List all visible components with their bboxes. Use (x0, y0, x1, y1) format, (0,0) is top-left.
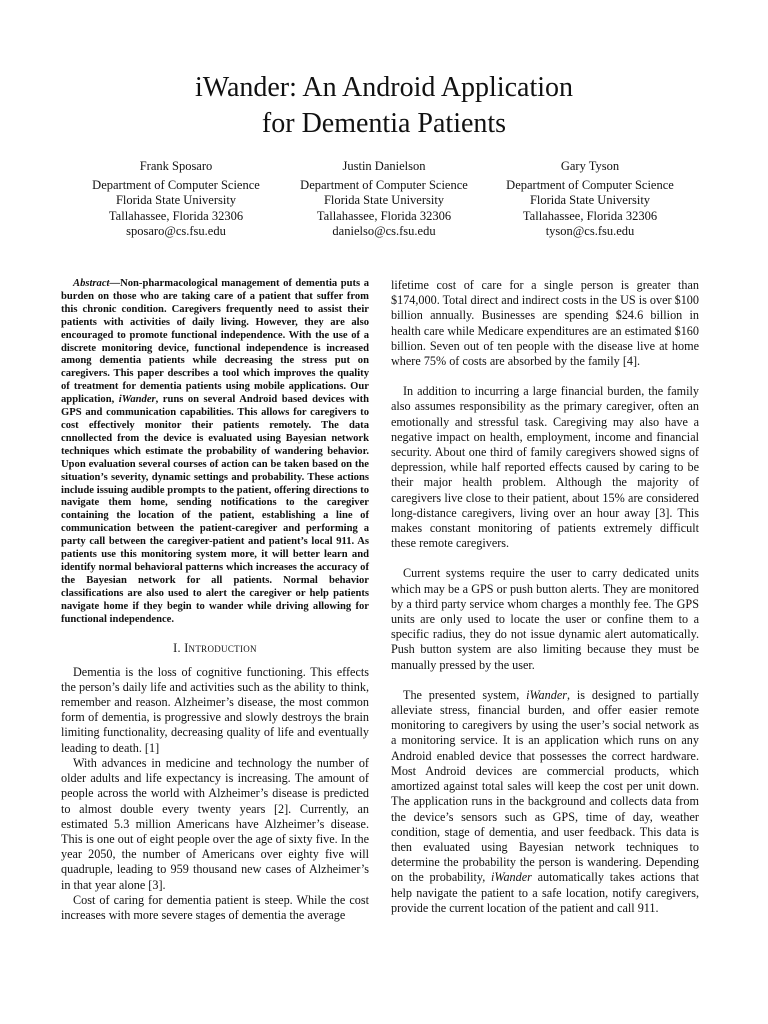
author-city: Tallahassee, Florida 32306 (316, 208, 452, 223)
body-paragraph (391, 688, 699, 916)
author-3 (475, 159, 705, 240)
left-column (61, 278, 369, 923)
para-text-1: The presented system, (403, 687, 527, 702)
author-univ: Florida State University (115, 193, 237, 207)
para-text-2: , is designed to partially alleviate stress, financial burden, and offer easier remote monitoring to caregivers by using the user’s social network as a monitoring service. It is an application which runs on any Android enabled device that possesses the correct hardware. Most Android devices are commercial products, which amortized against total sales will keep the cost per unit down. The application runs in the background and collects data from the device’s sensors such as GPS, time of day, weather condition, stage of dementia, and user feedback. This data is then evaluated using Bayesian network techniques to determine the probability the person is wandering. Depending on the probability, (391, 687, 700, 885)
body-paragraph: lifetime cost of care for a single person is greater than $174,000. Total direct and indirect costs in the US is over $100 billion annually. Businesses are spending $24.6 billion in health care while Medicare expenditures are an estimated $160 billion. Seven out of ten people with the disease live at home where 75% of costs are absorbed by the family [4]. (391, 278, 699, 369)
paper-title (0, 70, 768, 142)
section-title: Introduction (184, 641, 257, 656)
abstract-text-2: , runs on several Android based devices with GPS and communication capabilities. This allows for caregivers to cost effectively monitor their patients remotely. The data cnnollected from the device is evaluated using Bayesian network techniques which estimate the probability of wandering behavior. Upon evaluation several courses of action can be taken based on the situation’s severity, dynamic settings and probability. These actions include issuing audible prompts to the patient, offering directions to navigate them home, sending notifications to the caregiver containing the location of the patient, establishing a line of communication between the patient-caregiver and performing a party call between the caregiver-patient and patient’s local 911. As patients use this monitoring system more, it will better learn and identify normal behavioral patterns which increases the accuracy of the Bayesian network for all patients. Normal behavior classifications are also used to alert the caregiver or help patients navigate home if they begin to wander while driving allowing for functional independence. (61, 394, 369, 625)
author-email: danielso@cs.fsu.edu (332, 224, 436, 238)
app-name: iWander (526, 687, 567, 702)
author-name: Frank Sposaro (139, 159, 213, 173)
section-heading (61, 641, 369, 656)
body-paragraph: With advances in medicine and technology the number of older adults and life expectancy is increasing. The amount of people across the world with Alzheimer’s disease is predicted to almost double every twenty years [2]. Currently, an estimated 5.3 million Americans have Alzheimer’s disease. This is one out of eight people over the age of sixty five. In the year 2050, the number of Americans over eighty five will quadruple, leading to 959 thousand new cases of Alzheimer’s in that year alone [3]. (61, 755, 369, 892)
title-line-2: for Dementia Patients (261, 108, 507, 139)
author-univ: Florida State University (323, 193, 445, 207)
author-dept: Department of Computer Science (300, 177, 468, 192)
author-dept: Department of Computer Science (92, 177, 260, 192)
author-2 (269, 159, 499, 240)
body-paragraph: Cost of caring for dementia patient is steep. While the cost increases with more severe stages of dementia the average (61, 892, 369, 922)
abstract (61, 278, 369, 626)
abstract-label: Abstract (73, 278, 110, 289)
author-1 (61, 159, 291, 240)
author-city: Tallahassee, Florida 32306 (108, 208, 244, 223)
author-city: Tallahassee, Florida 32306 (522, 208, 658, 223)
body-paragraph: In addition to incurring a large financial burden, the family also assumes responsibility as the primary caregiver, often an emotionally and stressful task. Caregiving may also have a negative impact on health, employment, income and financial security. About one third of family caregivers showed signs of depression, while half reported effects caused by caring to be their major health problem. Although the majority of caregivers live close to their patient, about 15% are considered long-distance caregivers, living over an hour away [3]. This makes constant monitoring of patients extremely difficult these remote caregivers. (391, 384, 699, 551)
author-email: sposaro@cs.fsu.edu (126, 224, 226, 238)
author-dept: Department of Computer Science (506, 177, 674, 192)
app-name: iWander (491, 870, 532, 885)
author-name: Gary Tyson (560, 159, 620, 173)
author-name: Justin Danielson (342, 159, 426, 173)
abstract-app-name: iWander (118, 394, 156, 406)
body-paragraph: Dementia is the loss of cognitive functioning. This effects the person’s daily life and activities such as the ability to think, remember and reason. Alzheimer’s disease, the most common form of dementia, is progressive and slowly destroys the brain limiting functionality, decreasing quality of life and eventually leading to death. [1] (61, 664, 369, 755)
body-paragraph: Current systems require the user to carry dedicated units which may be a GPS or push button alerts. They are monitored by a third party service whom charges a monthly fee. The GPS units are only used to locate the user or confine them to a specific radius, they do not issue dynamic alert automatically. Push button system are also limiting because they must be manually pressed by the user. (391, 566, 699, 672)
section-numeral: I. (173, 641, 185, 656)
author-univ: Florida State University (529, 193, 651, 207)
abstract-text-1: —Non-pharmacological management of dementia puts a burden on those who are taking care of a patient that suffer from this chronic condition. Caregivers frequently need to assist their patients with activities of daily living. However, they are also encouraged to promote functional independence. With the use of a discrete monitoring device, functional independence is increased among dementia patients while decreasing the stress put on caregivers. This paper describes a tool which improves the quality of treatment for dementia patients using mobile applications. Our application, (61, 278, 369, 406)
para-text-3: automatically takes actions that help navigate the patient to a safe location, notify caregivers, provide the current location of the patient and call 911. (391, 870, 700, 915)
right-column (391, 278, 699, 931)
author-email: tyson@cs.fsu.edu (545, 224, 635, 238)
title-line-1: iWander: An Android Application (194, 72, 574, 103)
